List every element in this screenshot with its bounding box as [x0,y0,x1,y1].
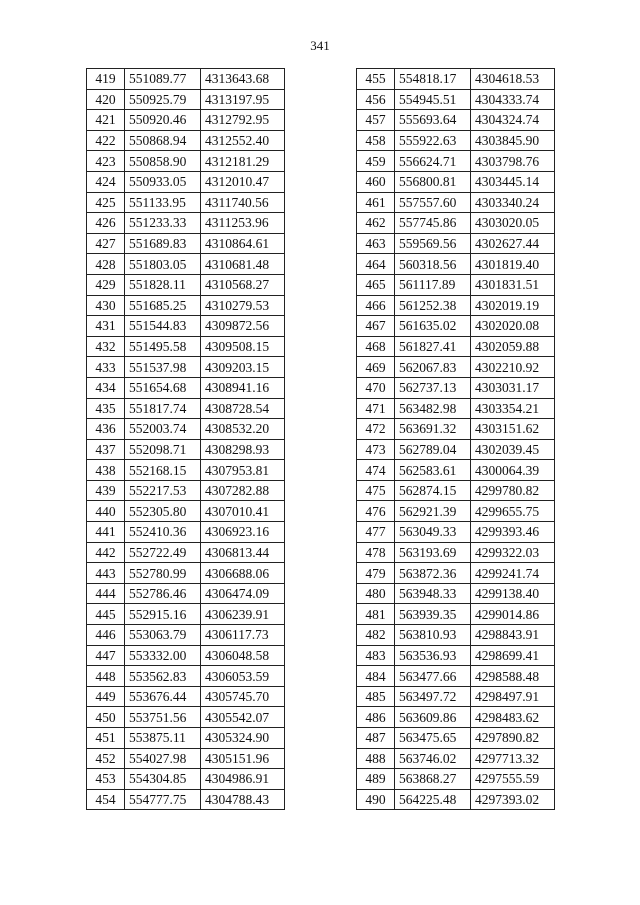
point-id-cell: 457 [357,110,395,131]
point-id-cell: 467 [357,316,395,337]
point-id-cell: 485 [357,686,395,707]
point-id-cell: 461 [357,192,395,213]
y-coordinate-cell: 4305151.96 [201,748,285,769]
table-row [357,501,555,522]
point-id-cell: 420 [87,89,125,110]
y-coordinate-cell: 4304788.43 [201,789,285,810]
x-coordinate-cell: 563609.86 [395,707,471,728]
table-row [87,171,285,192]
table-row [357,460,555,481]
point-id-cell: 459 [357,151,395,172]
y-coordinate-cell: 4303340.24 [471,192,555,213]
x-coordinate-cell: 551495.58 [125,336,201,357]
y-coordinate-cell: 4305542.07 [201,707,285,728]
x-coordinate-cell: 551089.77 [125,69,201,90]
table-row [357,69,555,90]
point-id-cell: 484 [357,666,395,687]
y-coordinate-cell: 4308532.20 [201,419,285,440]
table-row [357,666,555,687]
x-coordinate-cell: 557557.60 [395,192,471,213]
table-row [357,522,555,543]
y-coordinate-cell: 4301819.40 [471,254,555,275]
table-row [87,357,285,378]
x-coordinate-cell: 563948.33 [395,583,471,604]
point-id-cell: 449 [87,686,125,707]
x-coordinate-cell: 562921.39 [395,501,471,522]
y-coordinate-cell: 4306923.16 [201,522,285,543]
x-coordinate-cell: 562583.61 [395,460,471,481]
table-row [87,563,285,584]
x-coordinate-cell: 563691.32 [395,419,471,440]
x-coordinate-cell: 554304.85 [125,769,201,790]
y-coordinate-cell: 4299655.75 [471,501,555,522]
table-row [87,542,285,563]
x-coordinate-cell: 553562.83 [125,666,201,687]
y-coordinate-cell: 4299138.40 [471,583,555,604]
table-row [87,439,285,460]
table-row [357,130,555,151]
y-coordinate-cell: 4313197.95 [201,89,285,110]
y-coordinate-cell: 4306813.44 [201,542,285,563]
point-id-cell: 477 [357,522,395,543]
point-id-cell: 427 [87,233,125,254]
x-coordinate-cell: 552722.49 [125,542,201,563]
coordinates-table-left [86,68,285,810]
y-coordinate-cell: 4311740.56 [201,192,285,213]
table-row [87,501,285,522]
y-coordinate-cell: 4306474.09 [201,583,285,604]
y-coordinate-cell: 4302019.19 [471,295,555,316]
x-coordinate-cell: 563810.93 [395,625,471,646]
point-id-cell: 471 [357,398,395,419]
point-id-cell: 479 [357,563,395,584]
point-id-cell: 430 [87,295,125,316]
x-coordinate-cell: 552003.74 [125,419,201,440]
table-row [87,625,285,646]
x-coordinate-cell: 552786.46 [125,583,201,604]
point-id-cell: 448 [87,666,125,687]
point-id-cell: 478 [357,542,395,563]
table-row [87,419,285,440]
point-id-cell: 488 [357,748,395,769]
x-coordinate-cell: 552410.36 [125,522,201,543]
y-coordinate-cell: 4297890.82 [471,728,555,749]
x-coordinate-cell: 561117.89 [395,274,471,295]
table-row [357,274,555,295]
point-id-cell: 434 [87,377,125,398]
y-coordinate-cell: 4310279.53 [201,295,285,316]
x-coordinate-cell: 551828.11 [125,274,201,295]
table-row [357,336,555,357]
table-row [357,769,555,790]
table-row [357,439,555,460]
x-coordinate-cell: 563049.33 [395,522,471,543]
point-id-cell: 423 [87,151,125,172]
y-coordinate-cell: 4312181.29 [201,151,285,172]
y-coordinate-cell: 4309508.15 [201,336,285,357]
table-row [357,563,555,584]
x-coordinate-cell: 557745.86 [395,213,471,234]
y-coordinate-cell: 4306239.91 [201,604,285,625]
table-row [87,398,285,419]
y-coordinate-cell: 4306688.06 [201,563,285,584]
table-row [87,769,285,790]
table-row [357,357,555,378]
y-coordinate-cell: 4303020.05 [471,213,555,234]
y-coordinate-cell: 4298483.62 [471,707,555,728]
table-row [87,110,285,131]
y-coordinate-cell: 4306117.73 [201,625,285,646]
table-row [87,480,285,501]
x-coordinate-cell: 563872.36 [395,563,471,584]
y-coordinate-cell: 4303354.21 [471,398,555,419]
y-coordinate-cell: 4309203.15 [201,357,285,378]
table-row [357,233,555,254]
x-coordinate-cell: 550858.90 [125,151,201,172]
y-coordinate-cell: 4299014.86 [471,604,555,625]
point-id-cell: 441 [87,522,125,543]
table-row [357,480,555,501]
x-coordinate-cell: 563482.98 [395,398,471,419]
y-coordinate-cell: 4312010.47 [201,171,285,192]
table-row [87,89,285,110]
point-id-cell: 438 [87,460,125,481]
point-id-cell: 468 [357,336,395,357]
x-coordinate-cell: 563868.27 [395,769,471,790]
x-coordinate-cell: 561252.38 [395,295,471,316]
table-row [87,254,285,275]
x-coordinate-cell: 552217.53 [125,480,201,501]
point-id-cell: 458 [357,130,395,151]
y-coordinate-cell: 4303445.14 [471,171,555,192]
y-coordinate-cell: 4302039.45 [471,439,555,460]
coordinates-table-right-body [357,69,555,810]
x-coordinate-cell: 550868.94 [125,130,201,151]
x-coordinate-cell: 552915.16 [125,604,201,625]
y-coordinate-cell: 4310864.61 [201,233,285,254]
y-coordinate-cell: 4301831.51 [471,274,555,295]
table-row [357,171,555,192]
y-coordinate-cell: 4302627.44 [471,233,555,254]
y-coordinate-cell: 4306053.59 [201,666,285,687]
point-id-cell: 424 [87,171,125,192]
point-id-cell: 452 [87,748,125,769]
y-coordinate-cell: 4305324.90 [201,728,285,749]
y-coordinate-cell: 4307010.41 [201,501,285,522]
x-coordinate-cell: 553751.56 [125,707,201,728]
point-id-cell: 460 [357,171,395,192]
y-coordinate-cell: 4308298.93 [201,439,285,460]
x-coordinate-cell: 551654.68 [125,377,201,398]
x-coordinate-cell: 550920.46 [125,110,201,131]
y-coordinate-cell: 4313643.68 [201,69,285,90]
table-row [357,295,555,316]
point-id-cell: 464 [357,254,395,275]
table-row [87,151,285,172]
x-coordinate-cell: 551233.33 [125,213,201,234]
point-id-cell: 428 [87,254,125,275]
y-coordinate-cell: 4297713.32 [471,748,555,769]
x-coordinate-cell: 551803.05 [125,254,201,275]
x-coordinate-cell: 553332.00 [125,645,201,666]
point-id-cell: 480 [357,583,395,604]
table-row [357,254,555,275]
x-coordinate-cell: 554818.17 [395,69,471,90]
table-row [87,274,285,295]
y-coordinate-cell: 4303845.90 [471,130,555,151]
x-coordinate-cell: 560318.56 [395,254,471,275]
point-id-cell: 419 [87,69,125,90]
x-coordinate-cell: 556624.71 [395,151,471,172]
point-id-cell: 453 [87,769,125,790]
y-coordinate-cell: 4304618.53 [471,69,555,90]
x-coordinate-cell: 552168.15 [125,460,201,481]
point-id-cell: 481 [357,604,395,625]
y-coordinate-cell: 4297555.59 [471,769,555,790]
x-coordinate-cell: 562067.83 [395,357,471,378]
x-coordinate-cell: 561635.02 [395,316,471,337]
y-coordinate-cell: 4298588.48 [471,666,555,687]
table-row [87,728,285,749]
y-coordinate-cell: 4304333.74 [471,89,555,110]
table-row [87,213,285,234]
point-id-cell: 490 [357,789,395,810]
y-coordinate-cell: 4299780.82 [471,480,555,501]
table-row [87,336,285,357]
coordinates-table-right [356,68,555,810]
x-coordinate-cell: 564225.48 [395,789,471,810]
table-row [357,213,555,234]
y-coordinate-cell: 4298497.91 [471,686,555,707]
point-id-cell: 425 [87,192,125,213]
y-coordinate-cell: 4299393.46 [471,522,555,543]
x-coordinate-cell: 554945.51 [395,89,471,110]
y-coordinate-cell: 4297393.02 [471,789,555,810]
table-row [87,377,285,398]
point-id-cell: 470 [357,377,395,398]
point-id-cell: 476 [357,501,395,522]
point-id-cell: 487 [357,728,395,749]
point-id-cell: 447 [87,645,125,666]
table-row [87,522,285,543]
point-id-cell: 445 [87,604,125,625]
y-coordinate-cell: 4304324.74 [471,110,555,131]
point-id-cell: 455 [357,69,395,90]
y-coordinate-cell: 4303798.76 [471,151,555,172]
point-id-cell: 475 [357,480,395,501]
table-row [357,542,555,563]
table-row [357,192,555,213]
y-coordinate-cell: 4309872.56 [201,316,285,337]
point-id-cell: 421 [87,110,125,131]
point-id-cell: 451 [87,728,125,749]
table-row [87,686,285,707]
x-coordinate-cell: 553875.11 [125,728,201,749]
table-row [357,789,555,810]
y-coordinate-cell: 4303031.17 [471,377,555,398]
y-coordinate-cell: 4308941.16 [201,377,285,398]
table-row [357,748,555,769]
x-coordinate-cell: 552780.99 [125,563,201,584]
table-row [87,604,285,625]
y-coordinate-cell: 4308728.54 [201,398,285,419]
coordinates-table-left-body [87,69,285,810]
x-coordinate-cell: 554027.98 [125,748,201,769]
table-row [87,316,285,337]
page-number: 341 [310,38,330,53]
x-coordinate-cell: 553676.44 [125,686,201,707]
point-id-cell: 450 [87,707,125,728]
y-coordinate-cell: 4307282.88 [201,480,285,501]
table-row [87,789,285,810]
x-coordinate-cell: 563497.72 [395,686,471,707]
point-id-cell: 474 [357,460,395,481]
x-coordinate-cell: 551689.83 [125,233,201,254]
point-id-cell: 422 [87,130,125,151]
y-coordinate-cell: 4307953.81 [201,460,285,481]
point-id-cell: 454 [87,789,125,810]
point-id-cell: 431 [87,316,125,337]
point-id-cell: 436 [87,419,125,440]
x-coordinate-cell: 562874.15 [395,480,471,501]
x-coordinate-cell: 563939.35 [395,604,471,625]
point-id-cell: 444 [87,583,125,604]
table-row [357,110,555,131]
x-coordinate-cell: 563475.65 [395,728,471,749]
x-coordinate-cell: 561827.41 [395,336,471,357]
x-coordinate-cell: 550925.79 [125,89,201,110]
y-coordinate-cell: 4310568.27 [201,274,285,295]
point-id-cell: 440 [87,501,125,522]
y-coordinate-cell: 4302059.88 [471,336,555,357]
x-coordinate-cell: 562737.13 [395,377,471,398]
x-coordinate-cell: 550933.05 [125,171,201,192]
point-id-cell: 463 [357,233,395,254]
point-id-cell: 432 [87,336,125,357]
point-id-cell: 446 [87,625,125,646]
point-id-cell: 426 [87,213,125,234]
point-id-cell: 469 [357,357,395,378]
x-coordinate-cell: 555922.63 [395,130,471,151]
point-id-cell: 466 [357,295,395,316]
point-id-cell: 465 [357,274,395,295]
x-coordinate-cell: 563477.66 [395,666,471,687]
table-row [357,151,555,172]
x-coordinate-cell: 563536.93 [395,645,471,666]
point-id-cell: 439 [87,480,125,501]
x-coordinate-cell: 551537.98 [125,357,201,378]
point-id-cell: 435 [87,398,125,419]
table-row [87,69,285,90]
x-coordinate-cell: 556800.81 [395,171,471,192]
table-row [357,645,555,666]
point-id-cell: 456 [357,89,395,110]
point-id-cell: 486 [357,707,395,728]
table-row [87,748,285,769]
y-coordinate-cell: 4304986.91 [201,769,285,790]
table-row [87,192,285,213]
point-id-cell: 483 [357,645,395,666]
table-row [87,666,285,687]
table-row [87,295,285,316]
table-row [87,583,285,604]
y-coordinate-cell: 4303151.62 [471,419,555,440]
y-coordinate-cell: 4311253.96 [201,213,285,234]
x-coordinate-cell: 562789.04 [395,439,471,460]
point-id-cell: 442 [87,542,125,563]
table-row [87,130,285,151]
x-coordinate-cell: 551544.83 [125,316,201,337]
point-id-cell: 437 [87,439,125,460]
table-row [357,316,555,337]
y-coordinate-cell: 4305745.70 [201,686,285,707]
x-coordinate-cell: 552305.80 [125,501,201,522]
y-coordinate-cell: 4302020.08 [471,316,555,337]
point-id-cell: 433 [87,357,125,378]
table-row [357,625,555,646]
y-coordinate-cell: 4299241.74 [471,563,555,584]
x-coordinate-cell: 559569.56 [395,233,471,254]
y-coordinate-cell: 4312552.40 [201,130,285,151]
y-coordinate-cell: 4310681.48 [201,254,285,275]
x-coordinate-cell: 551133.95 [125,192,201,213]
table-row [87,645,285,666]
y-coordinate-cell: 4306048.58 [201,645,285,666]
point-id-cell: 462 [357,213,395,234]
y-coordinate-cell: 4300064.39 [471,460,555,481]
point-id-cell: 489 [357,769,395,790]
point-id-cell: 473 [357,439,395,460]
x-coordinate-cell: 555693.64 [395,110,471,131]
y-coordinate-cell: 4298699.41 [471,645,555,666]
table-row [357,398,555,419]
table-row [357,419,555,440]
x-coordinate-cell: 551817.74 [125,398,201,419]
y-coordinate-cell: 4299322.03 [471,542,555,563]
y-coordinate-cell: 4302210.92 [471,357,555,378]
x-coordinate-cell: 563746.02 [395,748,471,769]
point-id-cell: 482 [357,625,395,646]
table-row [357,707,555,728]
y-coordinate-cell: 4312792.95 [201,110,285,131]
y-coordinate-cell: 4298843.91 [471,625,555,646]
table-row [357,377,555,398]
table-row [357,604,555,625]
x-coordinate-cell: 552098.71 [125,439,201,460]
table-row [87,707,285,728]
table-row [357,728,555,749]
table-row [357,89,555,110]
table-row [87,233,285,254]
point-id-cell: 429 [87,274,125,295]
x-coordinate-cell: 554777.75 [125,789,201,810]
table-row [357,686,555,707]
x-coordinate-cell: 551685.25 [125,295,201,316]
table-row [357,583,555,604]
table-row [87,460,285,481]
point-id-cell: 472 [357,419,395,440]
point-id-cell: 443 [87,563,125,584]
x-coordinate-cell: 553063.79 [125,625,201,646]
x-coordinate-cell: 563193.69 [395,542,471,563]
